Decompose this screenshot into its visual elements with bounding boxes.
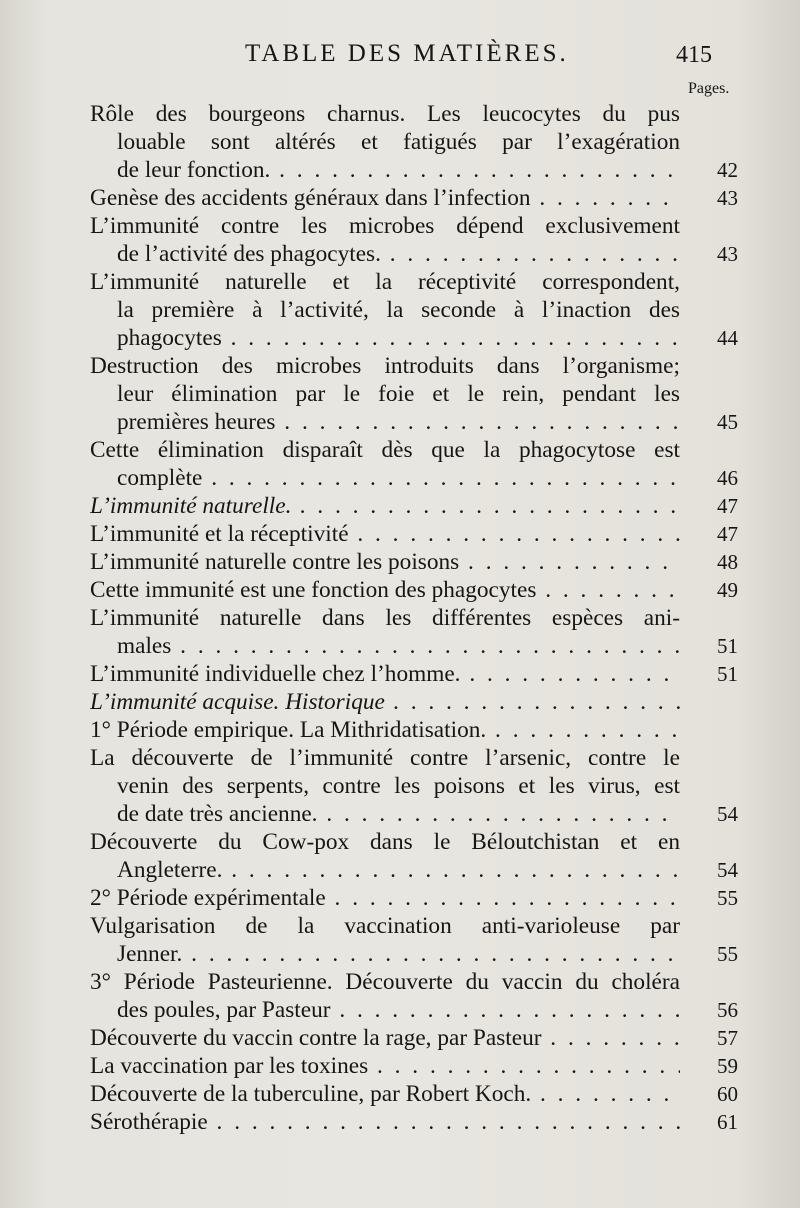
- toc-entry-line: Cette immunité est une fonction des phagocytes . . .: [90, 576, 680, 604]
- toc-page-number: 56: [717, 998, 738, 1022]
- toc-entry: [0, 744, 800, 828]
- toc-entry-line: Vulgarisation de la vaccination anti-varioleuse par: [90, 913, 680, 939]
- toc-entry: [0, 1024, 800, 1052]
- toc-page-number: 47: [717, 494, 738, 518]
- toc-entry: [0, 716, 800, 744]
- toc-entry-line: Découverte du vaccin contre la rage, par Pasteur . . .: [90, 1024, 680, 1052]
- toc-entry: [0, 912, 800, 968]
- toc-entry: [0, 436, 800, 492]
- toc-page-number: 55: [717, 886, 738, 910]
- toc-entry-line: L’immunité et la réceptivité . . .: [90, 520, 680, 548]
- toc-entry-line: 3° Période Pasteurienne. Découverte du vaccin du choléra: [90, 969, 680, 995]
- toc-entry: [0, 212, 800, 268]
- toc-entry: [0, 968, 800, 1024]
- page-number: 415: [676, 42, 712, 68]
- toc-entry: [0, 492, 800, 520]
- toc-page-number: 43: [717, 242, 738, 266]
- toc-entry-line: leur élimination par le foie et le rein, pendant les: [117, 381, 680, 407]
- toc-entry-line: Découverte de la tuberculine, par Robert Koch. . . .: [90, 1080, 680, 1108]
- toc-entry-line: Cette élimination disparaît dès que la phagocytose est: [90, 437, 680, 463]
- toc-entry: [0, 548, 800, 576]
- toc-page-number: 54: [717, 858, 738, 882]
- toc-page-number: 42: [717, 158, 738, 182]
- toc-entry-line: 1° Période empirique. La Mithridatisation. . . .: [90, 716, 680, 744]
- toc-page-number: 61: [717, 1110, 738, 1134]
- toc-entry: [0, 1080, 800, 1108]
- toc-entry-line: Rôle des bourgeons charnus. Les leucocytes du pus: [90, 101, 680, 127]
- pages-column-label: Pages.: [688, 80, 730, 97]
- toc-entry-line: L’immunité acquise. Historique . . .: [90, 688, 680, 716]
- toc-entry-line: de l’activité des phagocytes. . . .: [117, 240, 680, 268]
- toc-page-number: 51: [717, 662, 738, 686]
- toc-entry: [0, 100, 800, 184]
- toc-page-number: 55: [717, 942, 738, 966]
- toc-entry-line: Découverte du Cow-pox dans le Béloutchistan et en: [90, 829, 680, 855]
- toc-entry-line: de leur fonction. . . .: [117, 156, 680, 184]
- toc-page-number: 60: [717, 1082, 738, 1106]
- toc-entry-line: Jenner. . . .: [117, 940, 680, 968]
- toc-entry: [0, 184, 800, 212]
- toc-entry: [0, 884, 800, 912]
- toc-page-number: 43: [717, 186, 738, 210]
- toc-entry-line: phagocytes . . .: [117, 324, 680, 352]
- toc-entry-line: Angleterre. . . .: [117, 856, 680, 884]
- toc-entry-line: venin des serpents, contre les poisons et les virus, est: [117, 773, 680, 799]
- toc-entry-line: L’immunité naturelle contre les poisons . . .: [90, 548, 680, 576]
- toc-entry: [0, 576, 800, 604]
- toc-entry-line: 2° Période expérimentale . . .: [90, 884, 680, 912]
- toc-page-number: 46: [717, 466, 738, 490]
- toc-page-number: 51: [717, 634, 738, 658]
- toc-entry-line: complète . . .: [117, 464, 680, 492]
- toc-page-number: 59: [717, 1054, 738, 1078]
- table-of-contents: [0, 100, 800, 1136]
- toc-entry-line: Destruction des microbes introduits dans l’organisme;: [90, 353, 680, 379]
- toc-entry: [0, 520, 800, 548]
- toc-page-number: 49: [717, 578, 738, 602]
- toc-entry: [0, 268, 800, 352]
- toc-entry-line: Sérothérapie . . .: [90, 1108, 680, 1136]
- toc-entry-line: La vaccination par les toxines . . .: [90, 1052, 680, 1080]
- toc-entry-line: males . . .: [117, 632, 680, 660]
- toc-entry-line: L’immunité individuelle chez l’homme. . . .: [90, 660, 680, 688]
- toc-page-number: 47: [717, 522, 738, 546]
- toc-page-number: 48: [717, 550, 738, 574]
- page-title: TABLE DES MATIÈRES.: [245, 40, 569, 67]
- toc-entry-line: Genèse des accidents généraux dans l’infection . . .: [90, 184, 680, 212]
- toc-entry-line: louable sont altérés et fatigués par l’exagération: [117, 129, 680, 155]
- toc-page-number: 44: [717, 326, 738, 350]
- toc-entry: [0, 352, 800, 436]
- toc-entry-line: des poules, par Pasteur . . .: [117, 996, 680, 1024]
- toc-page-number: 57: [717, 1026, 738, 1050]
- toc-entry-line: L’immunité naturelle. . . .: [90, 492, 680, 520]
- toc-entry-line: La découverte de l’immunité contre l’arsenic, contre le: [90, 745, 680, 771]
- toc-page-number: 54: [717, 802, 738, 826]
- toc-entry: [0, 688, 800, 716]
- toc-entry: [0, 1108, 800, 1136]
- toc-entry-line: L’immunité naturelle dans les différentes espèces ani-: [90, 605, 680, 631]
- toc-entry-line: de date très ancienne. . . .: [117, 800, 680, 828]
- running-header: [0, 40, 800, 74]
- toc-entry: [0, 1052, 800, 1080]
- toc-entry: [0, 828, 800, 884]
- toc-entry-line: premières heures . . .: [117, 408, 680, 436]
- toc-entry-line: la première à l’activité, la seconde à l’inaction des: [117, 297, 680, 323]
- toc-entry: [0, 604, 800, 660]
- toc-entry-line: L’immunité naturelle et la réceptivité correspondent,: [90, 269, 680, 295]
- toc-page-number: 45: [717, 410, 738, 434]
- toc-entry: [0, 660, 800, 688]
- toc-entry-line: L’immunité contre les microbes dépend exclusivement: [90, 213, 680, 239]
